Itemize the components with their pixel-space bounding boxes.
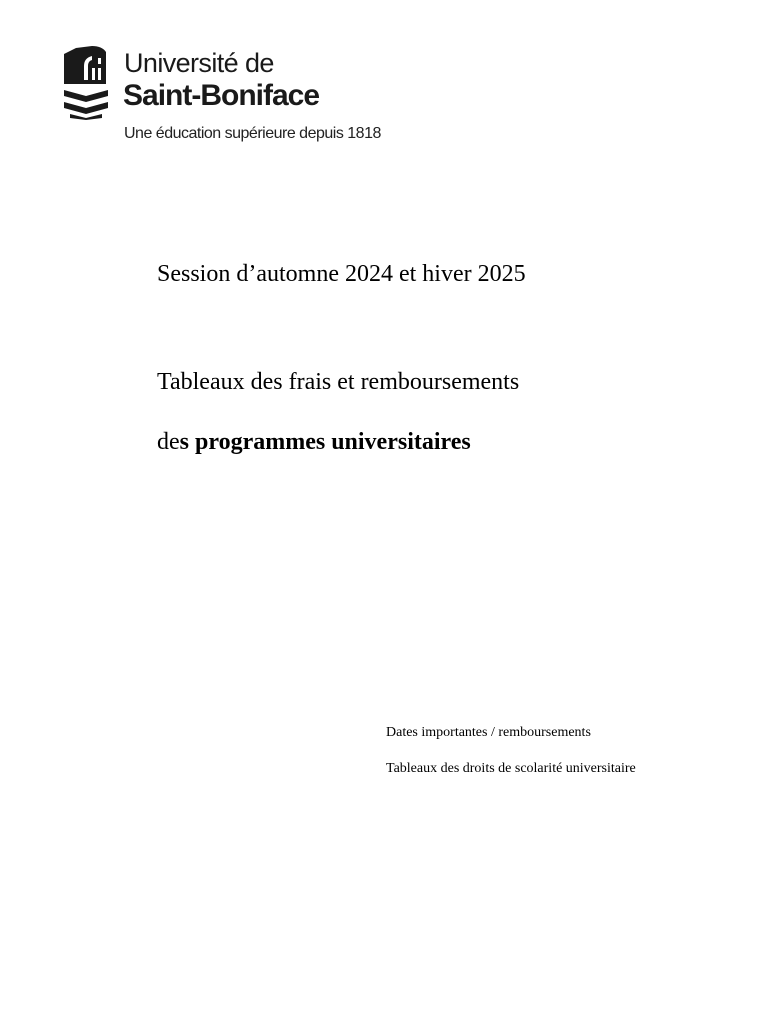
- university-shield-icon: [62, 44, 110, 120]
- contents-item-tuition-tables: Tableaux des droits de scolarité universitaire: [386, 761, 636, 776]
- document-title-line1: Tableaux des frais et remboursements: [157, 369, 520, 395]
- document-title-prefix: de: [157, 429, 180, 455]
- document-title-bold: s programmes universitaires: [179, 429, 471, 455]
- logo-university-line2: Saint-Boniface: [123, 79, 320, 112]
- logo-university-line1: Université de: [124, 48, 274, 78]
- university-logo: [62, 44, 392, 148]
- document-title-line2: [157, 427, 471, 457]
- logo-tagline: Une éducation supérieure depuis 1818: [124, 125, 381, 142]
- contents-item-dates: Dates importantes / remboursements: [386, 725, 591, 740]
- session-title: Session d’automne 2024 et hiver 2025: [157, 261, 526, 287]
